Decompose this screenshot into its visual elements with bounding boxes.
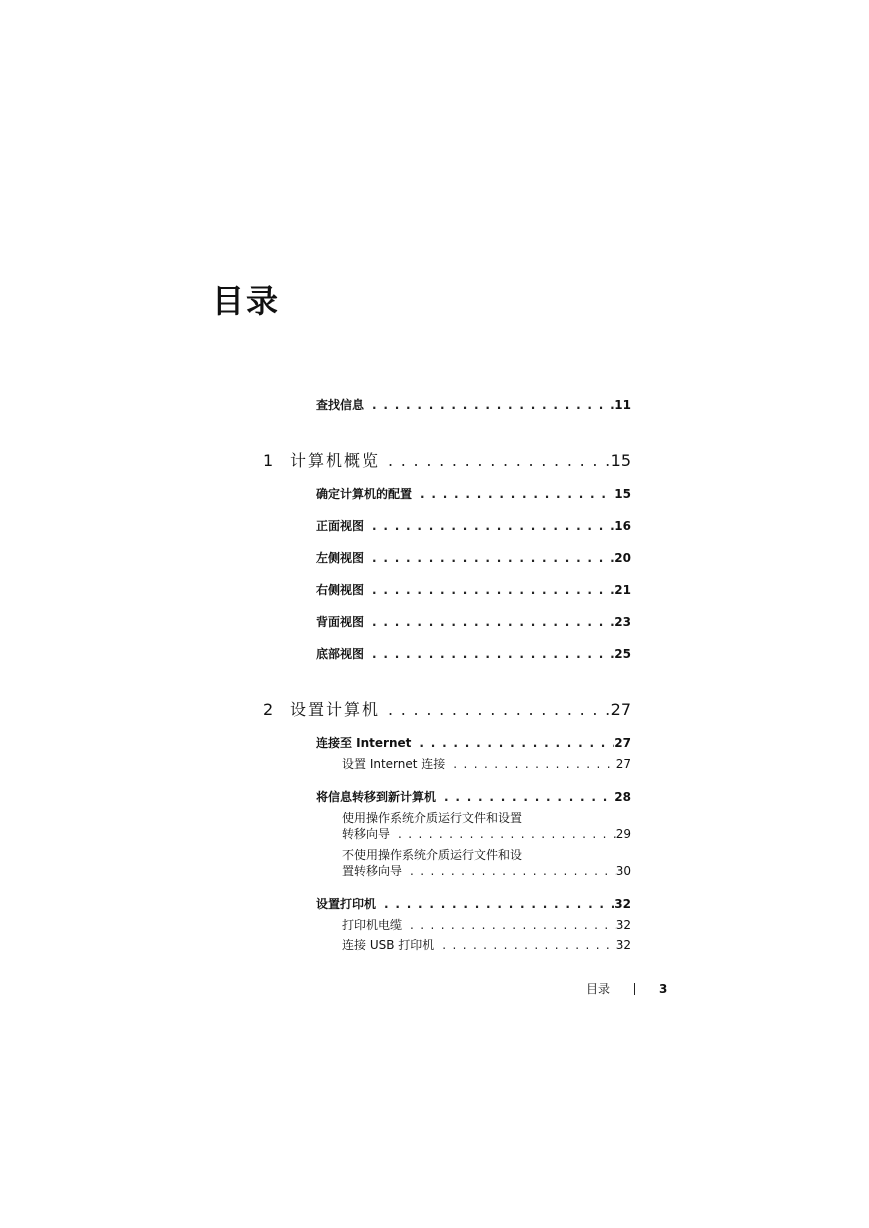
toc-entry[interactable] [316,613,631,629]
toc-subentry-label: 转移向导 [342,827,391,841]
toc-entry[interactable] [316,645,631,661]
toc-subentry[interactable] [342,862,631,878]
toc-subentry[interactable] [342,755,631,771]
footer-divider [634,983,635,995]
dot-leader [364,551,614,565]
toc-subentry-label: 连接 USB 打印机 [342,938,435,952]
chapter-title: 设置计算机 [290,700,381,719]
toc-page-number: 28 [614,790,631,804]
toc-subentry[interactable] [342,936,631,952]
toc-entry-label: 底部视图 [316,647,365,661]
toc-entry-label: 连接至 Internet [316,736,412,750]
toc-page-number: 21 [614,583,631,597]
toc-page-number: 32 [615,918,631,932]
toc-subentry[interactable] [342,825,631,841]
toc-page-number: 20 [614,551,631,565]
toc-entry[interactable] [316,549,631,565]
toc-page-number: 15 [610,451,631,470]
dot-leader [445,757,615,771]
toc-page-number: 15 [614,487,631,501]
dot-leader [434,938,615,952]
dot-leader [364,398,614,412]
toc-entry-label: 右侧视图 [316,583,365,597]
dot-leader [364,583,614,597]
toc-page-number: 30 [615,864,631,878]
dot-leader [402,864,616,878]
toc-entry-label: 背面视图 [316,615,365,629]
toc-page-number: 27 [615,757,631,771]
toc-entry-label: 确定计算机的配置 [316,487,413,501]
dot-leader [412,487,614,501]
toc-page-number: 32 [615,938,631,952]
chapter-title: 计算机概览 [290,451,381,470]
toc-chapter[interactable] [263,448,631,468]
toc-subentry-label: 置转移向导 [342,864,403,878]
toc-subentry-line1[interactable]: 使用操作系统介质运行文件和设置 [342,811,523,825]
toc-page-number: 11 [614,398,631,412]
dot-leader [390,827,616,841]
chapter-number: 2 [263,700,274,719]
page-title: 目录 [212,282,281,320]
chapter-number: 1 [263,451,274,470]
toc-entry-label: 将信息转移到新计算机 [316,790,437,804]
toc-chapter[interactable] [263,697,631,717]
page-footer [586,980,667,997]
toc-entry[interactable] [316,396,631,412]
dot-leader [380,700,611,719]
toc-page-number: 16 [614,519,631,533]
dot-leader [364,647,614,661]
toc-entry[interactable] [316,734,631,750]
toc-page-number: 25 [614,647,631,661]
footer-page-number: 3 [659,981,668,996]
toc-page-number: 29 [615,827,631,841]
dot-leader [380,451,611,470]
toc-entry[interactable] [316,788,631,804]
dot-leader [364,615,614,629]
dot-leader [411,736,614,750]
toc-subentry-line1[interactable]: 不使用操作系统介质运行文件和设 [342,848,523,862]
footer-section: 目录 [586,982,611,996]
toc-entry[interactable] [316,485,631,501]
toc-subentry-label: 设置 Internet 连接 [342,757,446,771]
toc-subentry-label: 打印机电缆 [342,918,403,932]
toc-page-number: 27 [610,700,631,719]
toc-entry-label: 设置打印机 [316,897,377,911]
dot-leader [364,519,614,533]
toc-subentry[interactable] [342,916,631,932]
toc-page-number: 23 [614,615,631,629]
dot-leader [376,897,614,911]
toc-page-number: 27 [614,736,631,750]
toc-page-number: 32 [614,897,631,911]
dot-leader [436,790,614,804]
toc-entry-label: 查找信息 [316,398,365,412]
toc-entry-label: 正面视图 [316,519,365,533]
dot-leader [402,918,616,932]
toc-entry[interactable] [316,895,631,911]
toc-entry[interactable] [316,517,631,533]
toc-entry-label: 左侧视图 [316,551,365,565]
toc-entry[interactable] [316,581,631,597]
